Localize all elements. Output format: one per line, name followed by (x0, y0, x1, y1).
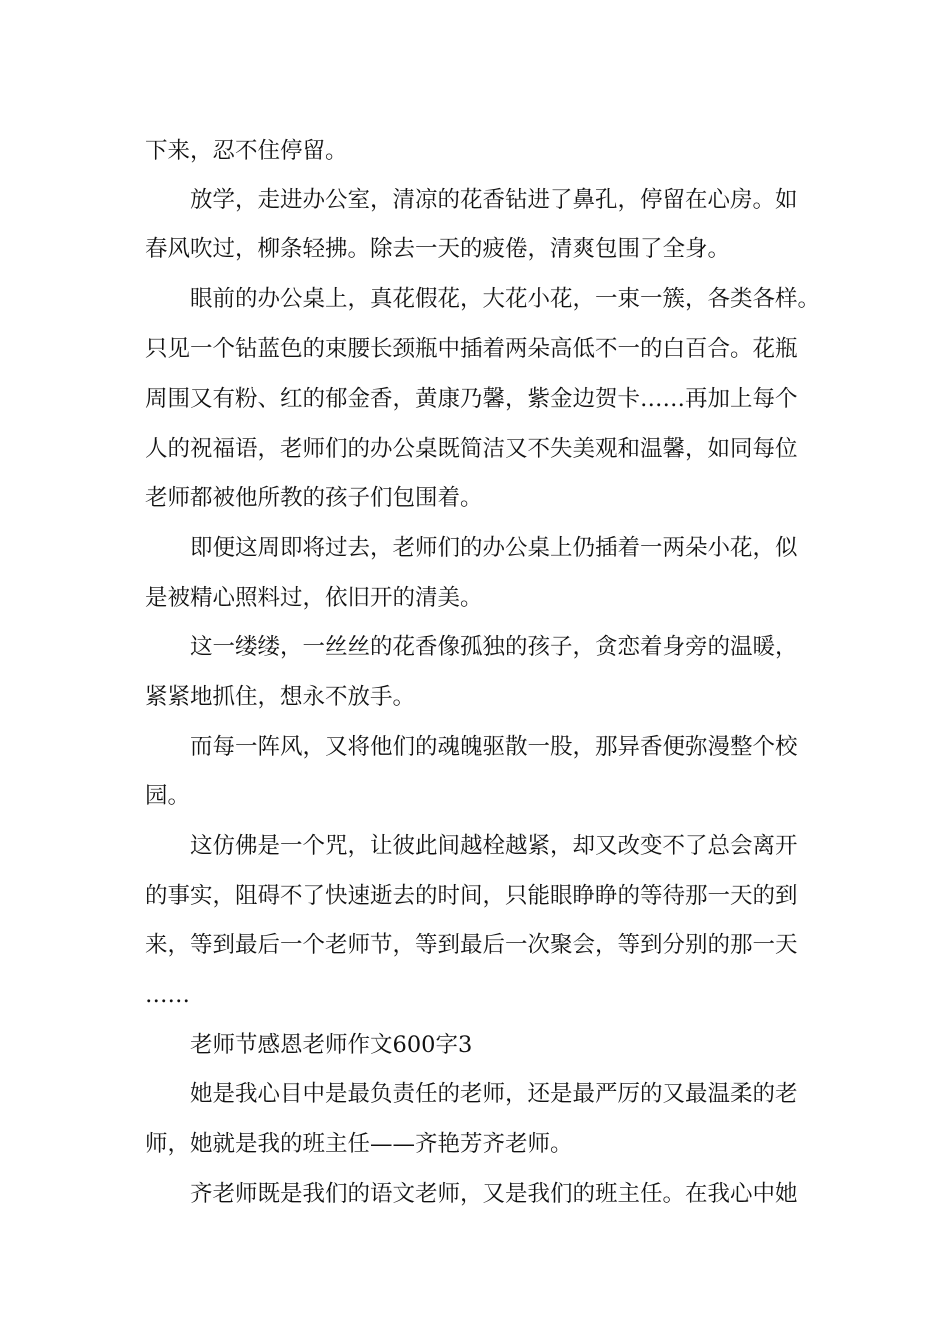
text-line: 的事实，阻碍不了快速逝去的时间，只能眼睁睁的等待那一天的到 (145, 883, 798, 909)
text-line: 园。 (145, 783, 191, 809)
text-line: 周围又有粉、红的郁金香，黄康乃馨，紫金边贺卡……再加上每个 (145, 386, 798, 412)
paragraph-line: 眼前的办公桌上，真花假花，大花小花，一束一簇，各类各样。 (190, 286, 821, 312)
paragraph-line: 而每一阵风，又将他们的魂魄驱散一股，那异香便弥漫整个校 (190, 734, 798, 760)
text-line: 师，她就是我的班主任——齐艳芳齐老师。 (145, 1131, 573, 1157)
text-line: 只见一个钻蓝色的束腰长颈瓶中插着两朵高低不一的白百合。花瓶 (145, 336, 798, 362)
paragraph-line: 即便这周即将过去，老师们的办公桌上仍插着一两朵小花，似 (190, 535, 798, 561)
text-line: 春风吹过，柳条轻拂。除去一天的疲倦，清爽包围了全身。 (145, 236, 731, 262)
paragraph-line: 她是我心目中是最负责任的老师，还是最严厉的又最温柔的老 (190, 1081, 798, 1107)
text-line: 人的祝福语，老师们的办公桌既简洁又不失美观和温馨，如同每位 (145, 436, 798, 462)
paragraph-line: 这仿佛是一个咒，让彼此间越栓越紧，却又改变不了总会离开 (190, 833, 798, 859)
paragraph-line: 齐老师既是我们的语文老师，又是我们的班主任。在我心中她 (190, 1181, 798, 1207)
paragraph-line: 这一缕缕，一丝丝的花香像孤独的孩子，贪恋着身旁的温暖， (190, 634, 798, 660)
text-line: 紧紧地抓住，想永不放手。 (145, 684, 416, 710)
text-line: 下来，忍不住停留。 (145, 138, 348, 164)
text-line: 来，等到最后一个老师节，等到最后一次聚会，等到分别的那一天 (145, 932, 798, 958)
section-title: 老师节感恩老师作文600字3 (190, 1032, 473, 1058)
paragraph-line: 放学，走进办公室，清凉的花香钻进了鼻孔，停留在心房。如 (190, 187, 798, 213)
text-line: 老师都被他所教的孩子们包围着。 (145, 485, 483, 511)
text-line: 是被精心照料过，依旧开的清美。 (145, 585, 483, 611)
text-line: …… (145, 982, 190, 1008)
